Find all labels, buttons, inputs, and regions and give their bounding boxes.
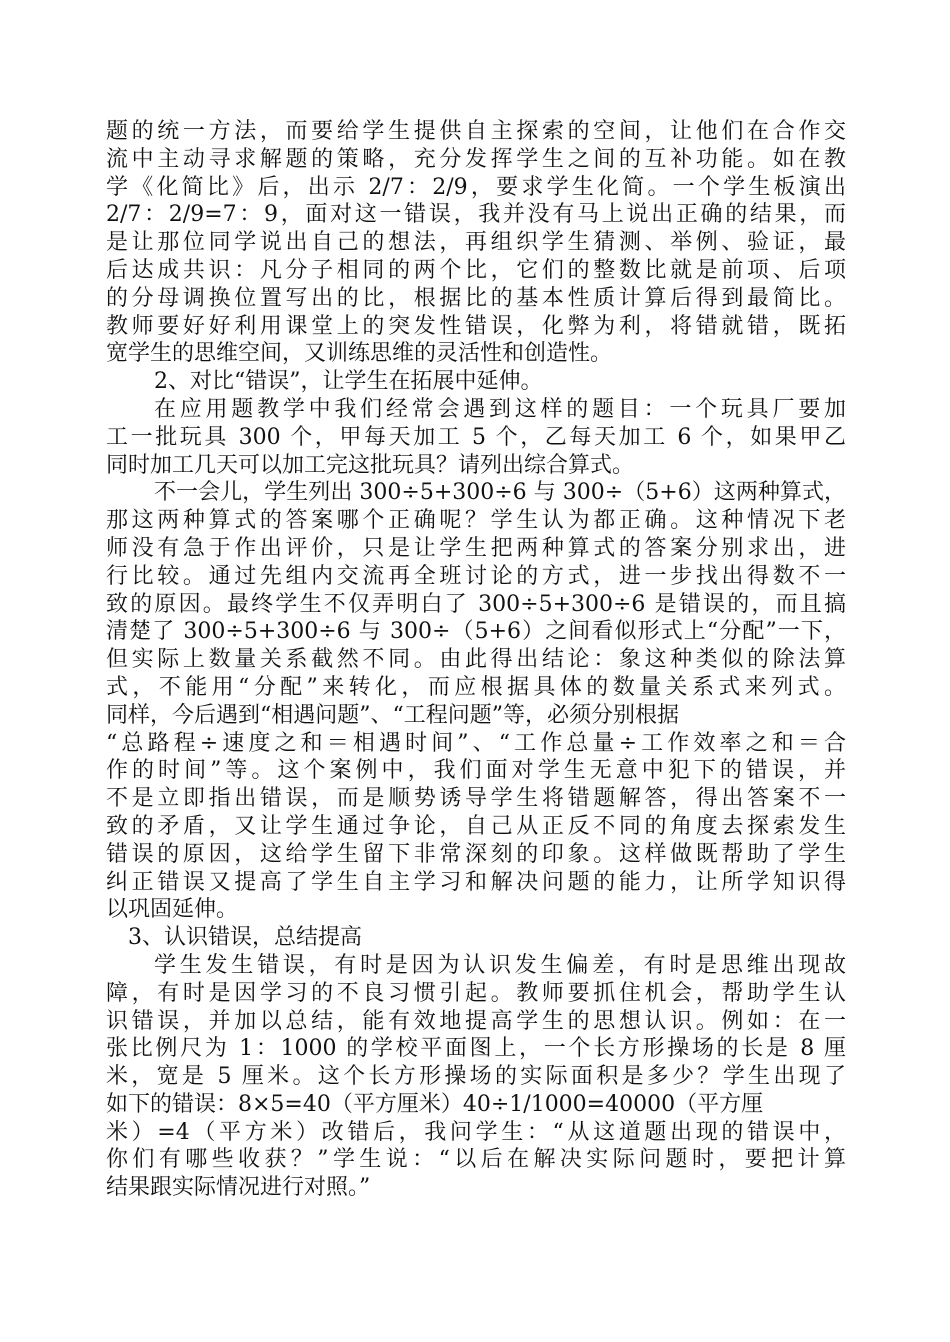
- text-line: 工一批玩具 300 个，甲每天加工 5 个，乙每天加工 6 个，如果甲乙: [106, 424, 846, 450]
- text-line: 学生发生错误，有时是因为认识发生偏差，有时是思维出现故: [154, 952, 846, 978]
- text-line: 不一会儿，学生列出 300÷5+300÷6 与 300÷（5+6）这两种算式，: [154, 480, 846, 506]
- text-line: 纠正错误又提高了学生自主学习和解决问题的能力，让所学知识得: [106, 869, 846, 895]
- text-line: 致的矛盾，又让学生通过争论，自己从正反不同的角度去探索发生: [106, 813, 846, 839]
- text-line: 同时加工几天可以加工完这批玩具？请列出综合算式。: [106, 452, 635, 478]
- section-heading-3: 3、认识错误，总结提高: [128, 925, 362, 951]
- text-line: 作的时间”等。这个案例中，我们面对学生无意中犯下的错误，并: [106, 758, 846, 784]
- text-line: 结果跟实际情况进行对照。”: [106, 1175, 371, 1201]
- text-line: 以巩固延伸。: [106, 897, 239, 923]
- text-line: 学《化简比》后，出示 2/7：2/9，要求学生化简。一个学生板演出: [106, 174, 846, 200]
- text-line: 2/7：2/9=7：9，面对这一错误，我并没有马上说出正确的结果，而: [106, 202, 846, 228]
- text-line: 题的统一方法，而要给学生提供自主探索的空间，让他们在合作交: [106, 119, 846, 144]
- text-line: 致的原因。最终学生不仅弄明白了 300÷5+300÷6 是错误的，而且搞: [106, 591, 846, 617]
- text-line: 是让那位同学说出自己的想法，再组织学生猜测、举例、验证，最: [106, 230, 846, 256]
- text-line: 错误的原因，这给学生留下非常深刻的印象。这样做既帮助了学生: [106, 841, 846, 867]
- text-line: 那这两种算式的答案哪个正确呢？学生认为都正确。这种情况下老: [106, 508, 846, 534]
- text-line: 清楚了 300÷5+300÷6 与 300÷（5+6）之间看似形式上“分配”一下，: [106, 619, 846, 645]
- text-line: 在应用题教学中我们经常会遇到这样的题目：一个玩具厂要加: [154, 396, 846, 422]
- text-line: 如下的错误：8×5=40（平方厘米）40÷1/1000=40000（平方厘: [106, 1091, 764, 1117]
- text-line: 识错误，并加以总结，能有效地提高学生的思想认识。例如：在一: [106, 1008, 846, 1034]
- text-line: “总路程÷速度之和＝相遇时间”、“工作总量÷工作效率之和＝合: [106, 730, 846, 756]
- text-line: 张比例尺为 1：1000 的学校平面图上，一个长方形操场的长是 8 厘: [106, 1036, 846, 1062]
- text-line: 教师要好好利用课堂上的突发性错误，化弊为利，将错就错，既拓: [106, 313, 846, 339]
- text-line: 师没有急于作出评价，只是让学生把两种算式的答案分别求出，进: [106, 535, 846, 561]
- text-line: 米，宽是 5 厘米。这个长方形操场的实际面积是多少？学生出现了: [106, 1064, 846, 1090]
- text-line: 流中主动寻求解题的策略，充分发挥学生之间的互补功能。如在教: [106, 146, 846, 172]
- text-line: 你们有哪些收获？”学生说：“以后在解决实际问题时，要把计算: [106, 1147, 846, 1173]
- text-line: 行比较。通过先组内交流再全班讨论的方式，进一步找出得数不一: [106, 563, 846, 589]
- section-heading-2: 2、对比“错误”，让学生在拓展中延伸。: [154, 369, 543, 395]
- text-line: 后达成共识：凡分子相同的两个比，它们的整数比就是前项、后项: [106, 257, 846, 283]
- text-line: 不是立即指出错误，而是顺势诱导学生将错题解答，得出答案不一: [106, 786, 846, 812]
- body-text: [106, 118, 846, 1202]
- text-line: 宽学生的思维空间，又训练思维的灵活性和创造性。: [106, 341, 613, 367]
- text-line: 障，有时是因学习的不良习惯引起。教师要抓住机会，帮助学生认: [106, 980, 846, 1006]
- text-line: 同样，今后遇到“相遇问题”、“工程问题”等，必须分别根据: [106, 702, 679, 728]
- text-line: 的分母调换位置写出的比，根据比的基本性质计算后得到最简比。: [106, 285, 846, 311]
- text-line: 米）=4（平方米）改错后，我问学生：“从这道题出现的错误中，: [106, 1119, 846, 1145]
- text-line: 但实际上数量关系截然不同。由此得出结论：象这种类似的除法算: [106, 647, 846, 673]
- text-line: 式，不能用“分配”来转化，而应根据具体的数量关系式来列式。: [106, 674, 846, 700]
